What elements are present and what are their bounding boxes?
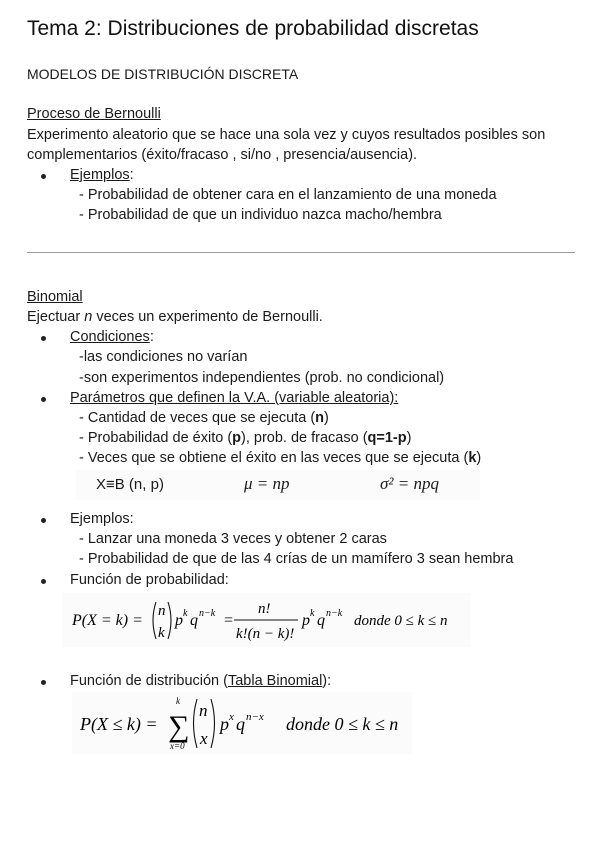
param-3-post: )	[476, 450, 482, 466]
binomial-example-1: - Lanzar una moneda 3 veces y obtener 2 caras	[79, 531, 387, 547]
param-1-sym: n	[315, 410, 325, 426]
pmf-frac-num: n!	[258, 601, 271, 617]
condition-2: -son experimentos independientes (prob. no condicional)	[79, 370, 445, 386]
param-2	[79, 430, 411, 446]
bullet-icon	[41, 397, 46, 402]
section-heading: MODELOS DE DISTRIBUCIÓN DISCRETA	[27, 66, 299, 82]
notation-box	[76, 470, 480, 500]
pmf-formula	[62, 593, 470, 647]
param-1	[79, 410, 329, 426]
cdf-p: p	[220, 714, 229, 734]
pmf-exp2-nk: n−k	[326, 608, 343, 619]
bernoulli-examples-colon: :	[129, 167, 134, 183]
cdf-sum-bottom: x=0	[170, 741, 185, 751]
cdf-lhs: P(X ≤ k) =	[80, 714, 158, 734]
bernoulli-line1: Experimento aleatorio que se hace una sola vez y cuyos resultados posibles son	[27, 127, 546, 143]
cdf-label	[70, 673, 331, 689]
pmf-formula-svg	[62, 593, 470, 647]
bullet-icon	[41, 336, 46, 341]
binomial-intro-post: veces un experimento de Bernoulli.	[92, 309, 323, 325]
binomial-intro-n: n	[84, 309, 93, 325]
pmf-q: q	[190, 612, 198, 629]
cdf-condition: donde 0 ≤ k ≤ n	[286, 714, 399, 734]
cdf-label-post: ):	[322, 673, 332, 689]
param-1-pre: - Cantidad de veces que se ejecuta (	[79, 410, 316, 426]
binomial-variance: σ² = npq	[380, 474, 439, 493]
bullet-icon	[41, 174, 46, 179]
binomial-notation: X≡B (n, p)	[96, 476, 164, 493]
pmf-p: p	[175, 612, 183, 629]
pmf-condition: donde 0 ≤ k ≤ n	[354, 613, 448, 629]
binomial-intro-pre: Ejectuar	[27, 309, 85, 325]
param-3-pre: - Veces que se obtiene el éxito en las veces que se ejecuta (	[79, 450, 469, 466]
conditions-label-text: Condiciones	[70, 329, 150, 345]
bernoulli-line2: complementarios (éxito/fracaso , si/no , presencia/ausencia).	[27, 147, 418, 163]
pmf-binom-bottom: k	[158, 625, 165, 641]
binomial-intro	[27, 309, 323, 325]
params-label: Parámetros que definen la V.A. (variable aleatoria):	[70, 390, 399, 406]
param-3-sym: k	[468, 450, 477, 466]
conditions-label-colon: :	[149, 329, 154, 345]
param-3	[79, 450, 481, 466]
param-2-sym: p	[232, 430, 242, 446]
conditions-label	[70, 329, 154, 345]
bullet-icon	[41, 579, 46, 584]
cdf-formula	[72, 692, 412, 754]
binom-left-paren	[153, 602, 156, 639]
pmf-lhs: P(X = k) =	[72, 612, 143, 629]
section-divider	[27, 252, 575, 253]
page-title: Tema 2: Distribuciones de probabilidad discretas	[27, 17, 479, 40]
pmf-frac-den: k!(n − k)!	[236, 626, 295, 642]
pmf-exp-k: k	[183, 608, 188, 619]
binom-right-paren	[168, 602, 171, 639]
param-2-mid: ), prob. de fracaso (	[241, 430, 368, 446]
bullet-icon	[41, 518, 46, 523]
pmf-p2: p	[302, 612, 310, 629]
binom-left-paren	[194, 699, 198, 748]
tabla-binomial-link[interactable]: Tabla Binomial	[227, 673, 323, 689]
cdf-formula-svg	[72, 692, 412, 754]
bernoulli-examples-label	[70, 167, 134, 183]
cdf-sum-top: k	[176, 696, 180, 706]
binom-right-paren	[211, 699, 215, 748]
cdf-binom-top: n	[199, 701, 208, 720]
cdf-binom-bottom: x	[200, 729, 208, 748]
pmf-exp2-k: k	[310, 608, 315, 619]
binomial-examples-label: Ejemplos:	[70, 511, 134, 527]
condition-1: -las condiciones no varían	[79, 349, 248, 365]
bernoulli-examples-label-text: Ejemplos	[70, 167, 130, 183]
binomial-heading: Binomial	[27, 289, 83, 305]
bernoulli-example-1: - Probabilidad de obtener cara en el lanzamiento de una moneda	[79, 187, 497, 203]
pmf-label: Función de probabilidad:	[70, 572, 229, 588]
param-2-pre: - Probabilidad de éxito (	[79, 430, 233, 446]
cdf-label-pre: Función de distribución (	[70, 673, 228, 689]
pmf-eq: =	[224, 612, 234, 629]
sum-icon: ∑	[168, 710, 190, 743]
pmf-exp-nk: n−k	[199, 608, 216, 619]
cdf-exp-nx: n−x	[246, 711, 264, 723]
param-2-post: )	[406, 430, 412, 446]
param-2-sym2: q=1-p	[367, 430, 407, 446]
cdf-q: q	[236, 714, 245, 734]
pmf-q2: q	[317, 612, 325, 629]
bernoulli-example-2: - Probabilidad de que un individuo nazca macho/hembra	[79, 207, 442, 223]
bernoulli-heading: Proceso de Bernoulli	[27, 106, 161, 122]
cdf-exp-x: x	[229, 711, 234, 723]
binomial-mean: μ = np	[244, 474, 290, 493]
binomial-example-2: - Probabilidad de que de las 4 crías de un mamífero 3 sean hembra	[79, 551, 514, 567]
bullet-icon	[41, 680, 46, 685]
pmf-binom-top: n	[158, 603, 166, 619]
param-1-post: )	[324, 410, 329, 426]
